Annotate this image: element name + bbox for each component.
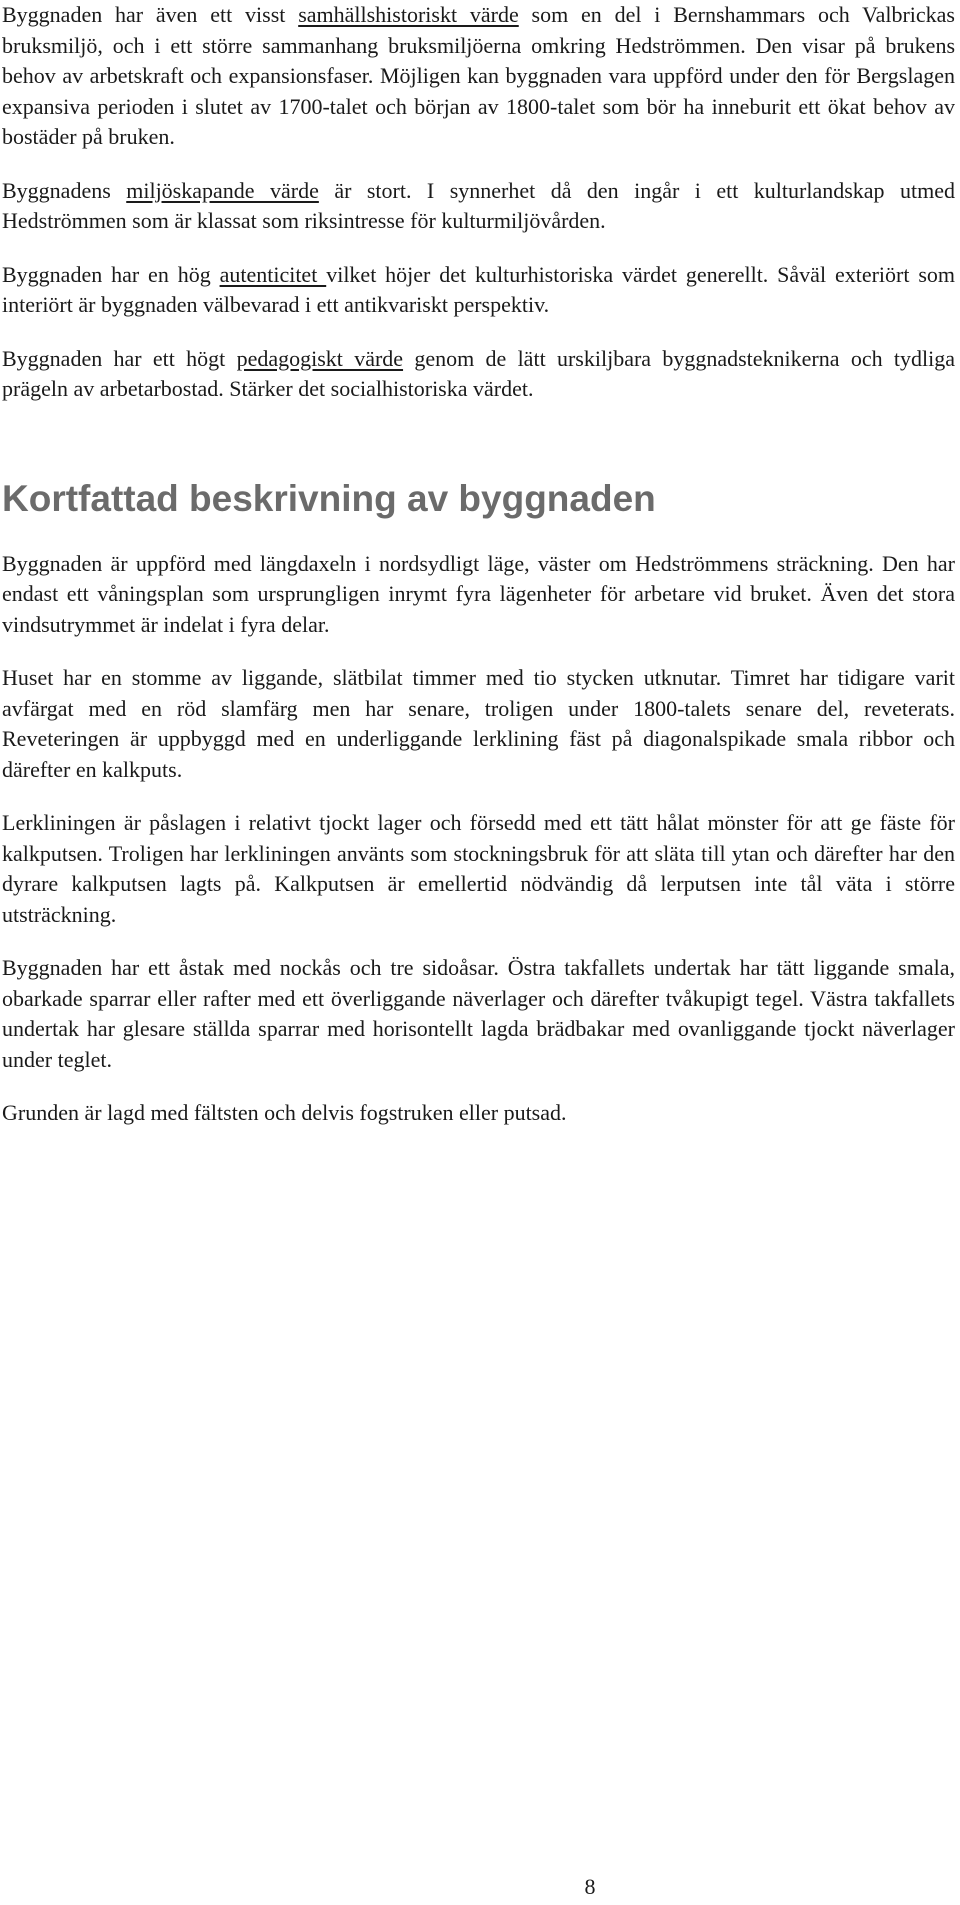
paragraph-text: som en del i Bernshammars och Valbrickas bruksmiljö, och i ett större sammanhang bruksmiljöerna omkring Hedströmmen. Den visar på brukens behov av arbetskraft och expansionsfaser. Möjligen kan byggnaden vara uppförd under den för Bergslagen expansiva perioden i slutet av 1700-talet och början av 1800-talet som bör ha inneburit ett ökat behov av bostäder på bruken. xyxy=(2,2,955,149)
underlined-term-environmental-value: miljöskapande värde xyxy=(126,177,319,203)
values-paragraph-authenticity xyxy=(2,260,955,321)
paragraph-spacer xyxy=(2,321,955,344)
paragraph-spacer xyxy=(2,785,955,808)
paragraph-text: är stort. I synnerhet då den ingår i ett kulturlandskap utmed Hedströmmen som är klassat som riksintresse för kulturmiljövården. xyxy=(2,177,956,233)
paragraph-spacer xyxy=(2,930,955,953)
paragraph-text: Byggnaden har även ett visst xyxy=(2,2,299,27)
paragraph-spacer xyxy=(2,640,955,663)
underlined-term-authenticity: autenticitet xyxy=(219,261,327,287)
description-paragraph-3: Lerkliningen är påslagen i relativt tjockt lager och försedd med ett tätt hålat mönster för att ge fäste för kalkputsen. Troligen har lerkliningen använts som stockningsbruk för att släta till ytan och därefter har den dyrare kalkputsen lagts på. Kalkputsen är emellertid nödvändig då lerputsen inte tål väta i större utsträckning. xyxy=(2,810,955,927)
paragraph-text: Byggnaden har ett högt xyxy=(2,345,237,371)
section-heading: Kortfattad beskrivning av byggnaden xyxy=(2,477,656,519)
page-number: 8 xyxy=(584,1874,596,1899)
underlined-term-pedagogical-value: pedagogiskt värde xyxy=(236,345,404,371)
paragraph-text: genom de lätt urskiljbara byggnadsteknikerna och tydliga prägeln av arbetarbostad. Stärker det socialhistoriska värdet. xyxy=(2,345,955,401)
page-content xyxy=(2,0,955,1129)
paragraph-text: vilket höjer det kulturhistoriska värdet generellt. Såväl exteriört som interiört är byggnaden välbevarad i ett antikvariskt perspektiv. xyxy=(2,261,956,317)
paragraph-spacer xyxy=(2,237,955,260)
paragraph-text: Byggnadens xyxy=(2,177,127,203)
description-paragraph-4: Byggnaden har ett åstak med nockås och tre sidoåsar. Östra takfallets undertak har tätt liggande smala, obarkade sparrar eller rafter med ett överliggande näverlager och därefter tvåkupigt tegel. Västra takfallets undertak har glesare ställda sparrar med horisontellt lagda brädbakar med ovanliggande tjockt näverlager under teglet. xyxy=(2,955,955,1072)
values-paragraph-historical xyxy=(2,0,955,153)
underlined-term-social-historical-value: samhällshistoriskt värde xyxy=(298,2,519,27)
description-paragraph-2: Huset har en stomme av liggande, slätbilat timmer med tio stycken utknutar. Timret har tidigare varit avfärgat med en röd slamfärg men har senare, troligen under 1800-talets senare del, reveterats. Reveteringen är uppbyggd med en underliggande lerklining fäst på diagonalspikade smala ribbor och därefter en kalkputs. xyxy=(2,665,955,782)
paragraph-spacer xyxy=(2,153,955,176)
paragraph-spacer xyxy=(2,1075,955,1098)
values-paragraph-environmental xyxy=(2,176,955,237)
description-paragraph-5: Grunden är lagd med fältsten och delvis fogstruken eller putsad. xyxy=(2,1100,567,1125)
description-paragraph-1: Byggnaden är uppförd med längdaxeln i nordsydligt läge, väster om Hedströmmens sträckning. Den har endast ett våningsplan som ursprungligen inrymt fyra lägenheter för arbetare vid bruket. Även det stora vindsutrymmet är indelat i fyra delar. xyxy=(2,550,955,637)
heading-spacer xyxy=(2,521,955,549)
paragraph-text: Byggnaden har en hög xyxy=(2,261,220,287)
values-paragraph-pedagogical xyxy=(2,344,955,405)
heading-spacer xyxy=(2,405,955,477)
